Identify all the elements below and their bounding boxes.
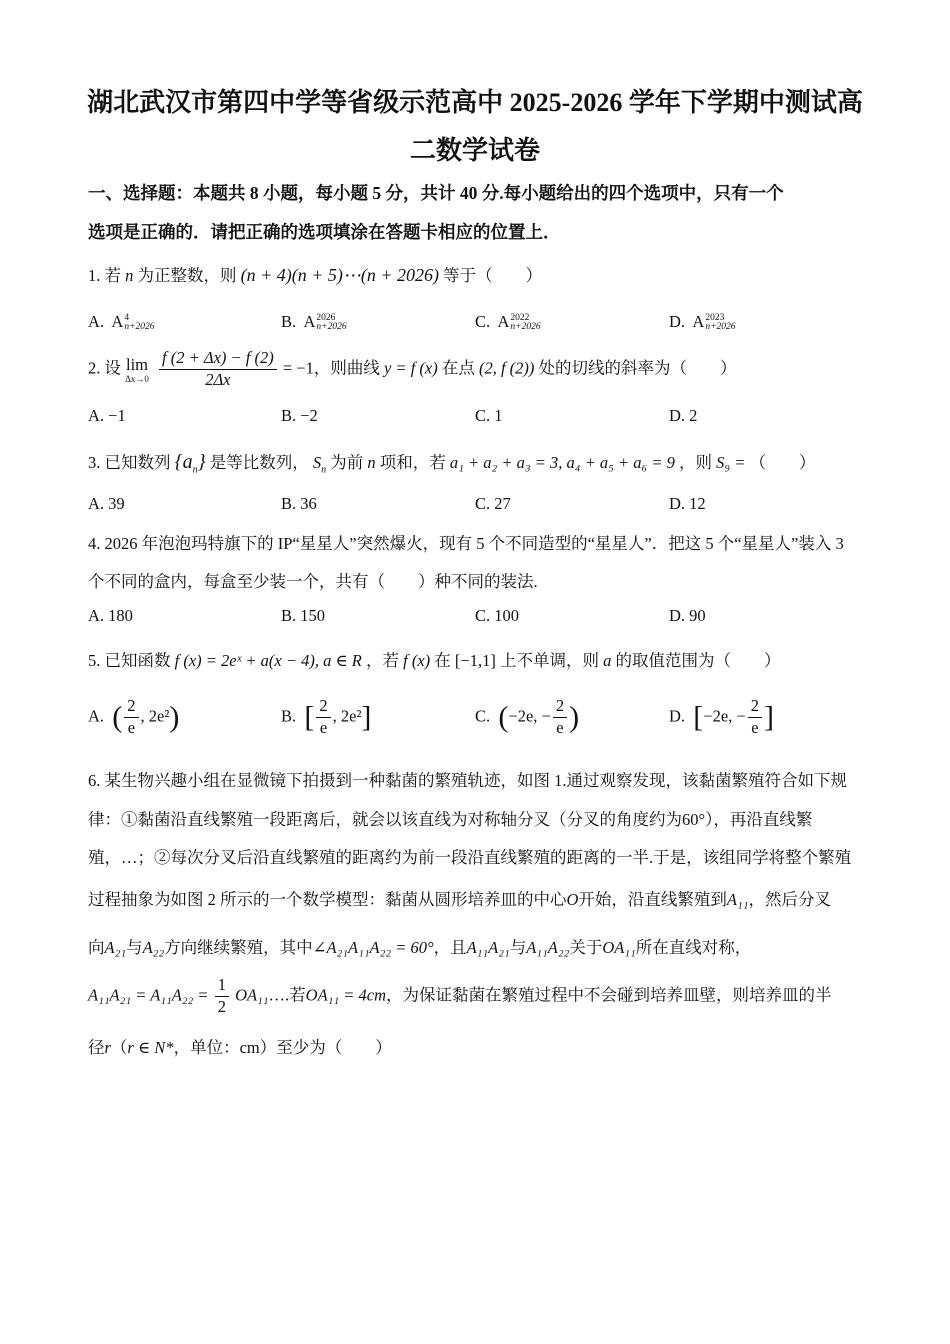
q5-option-b: B. [ $\frac{2}{e}$ , 2e²] <box>281 696 372 737</box>
exam-title-line1: 湖北武汉市第四中学等省级示范高中 2025-2026 学年下学期中测试高 <box>87 88 863 117</box>
question-6-line4: 过程抽象为如图 2 所示的一个数学模型：黏菌从圆形培养皿的中心O开始，沿直线繁殖到A₁₁，然后分叉 <box>88 890 831 909</box>
q2-option-b: B. −2 <box>281 406 318 425</box>
q4-option-d: D. 90 <box>669 606 706 625</box>
q2-option-d: D. 2 <box>669 406 698 425</box>
section-heading-line1: 一、选择题：本题共 8 小题，每小题 5 分，共计 40 分.每小题给出的四个选项中，只有一个 <box>88 183 784 203</box>
q1-option-c: C. A 2022 n+2026 <box>475 312 541 333</box>
exam-title-line2: 二数学试卷 <box>409 136 540 165</box>
q2-option-c: C. 1 <box>475 406 503 425</box>
question-2: 2. 设 lim Δx→0 $\frac{f (2 + \Delta x) - f (2)}{2\Delta x}$ = −1，则曲线 y = f (x) 在点 (2, f (2)) 处的切线的斜率为（ ） <box>88 348 737 389</box>
q4-option-c: C. 100 <box>475 606 520 625</box>
q1-option-a: A. A 4 n+2026 <box>88 312 155 333</box>
q3-option-d: D. 12 <box>669 494 706 513</box>
question-4-line1: 4. 2026 年泡泡玛特旗下的 IP“星星人”突然爆火，现有 5 个不同造型的“星星人”．把这 5 个“星星人”装入 3 <box>88 534 844 553</box>
q5-option-c: C. (−2e, − $\frac{2}{e}$ ) <box>475 696 580 737</box>
q5-option-d: D. [−2e, − $\frac{2}{e}$ ] <box>669 696 774 737</box>
q2-option-a: A. −1 <box>88 406 126 425</box>
q5-option-a: A. ( $\frac{2}{e}$ , 2e²) <box>88 696 180 737</box>
q3-option-a: A. 39 <box>88 494 125 513</box>
question-4-line2: 个不同的盒内，每盒至少装一个，共有（ ）种不同的装法. <box>88 572 538 591</box>
q4-option-b: B. 150 <box>281 606 326 625</box>
question-6-line1: 6. 某生物兴趣小组在显微镜下拍摄到一种黏菌的繁殖轨迹，如图 1.通过观察发现，该黏菌繁殖符合如下规 <box>88 771 847 790</box>
q1-option-d: D. A 2023 n+2026 <box>669 312 736 333</box>
q1-option-b: B. A 2026 n+2026 <box>281 312 347 333</box>
question-6-line6: A₁₁A₂₁ = A₁₁A₂₂ = $\frac{1}{2}$ OA₁₁….若OA₁₁ = 4cm，为保证黏菌在繁殖过程中不会碰到培养皿壁，则培养皿的半 <box>88 975 832 1016</box>
question-6-line7: 径r（r ∈ N*，单位：cm）至少为（ ） <box>88 1038 392 1057</box>
q3-option-c: C. 27 <box>475 494 511 513</box>
question-5: 5. 已知函数 f (x) = 2eˣ + a(x − 4), a ∈ R ，若 f (x) 在 [−1,1] 上不单调，则 a 的取值范围为（ ） <box>88 651 781 670</box>
q4-option-a: A. 180 <box>88 606 133 625</box>
question-3: 3. 已知数列 $\{a_n\}$ 是等比数列， $S_n$ 为前 n 项和，若 a₁ + a₂ + a₃ = 3, a₄ + a₅ + a₆ = 9 ，则 S₉ = （ ） <box>88 451 816 476</box>
section-heading-line2: 选项是正确的．请把正确的选项填涂在答题卡相应的位置上． <box>88 222 561 242</box>
question-6-line5: 向A₂₁与A₂₂方向继续繁殖，其中∠A₂₁A₁₁A₂₂ = 60°，且A₁₁A₂₁与A₁₁A₂₂关于OA₁₁所在直线对称， <box>88 938 752 957</box>
question-6-line2: 律：①黏菌沿直线繁殖一段距离后，就会以该直线为对称轴分叉（分叉的角度约为60°），再沿直线繁 <box>88 810 813 829</box>
question-1: 1. 若 n 为正整数，则 (n + 4)(n + 5)⋯(n + 2026) 等于（ ） <box>88 265 543 285</box>
question-6-line3: 殖，…；②每次分叉后沿直线繁殖的距离约为前一段沿直线繁殖的距离的一半.于是，该组同学将整个繁殖 <box>88 848 852 867</box>
q3-option-b: B. 36 <box>281 494 317 513</box>
